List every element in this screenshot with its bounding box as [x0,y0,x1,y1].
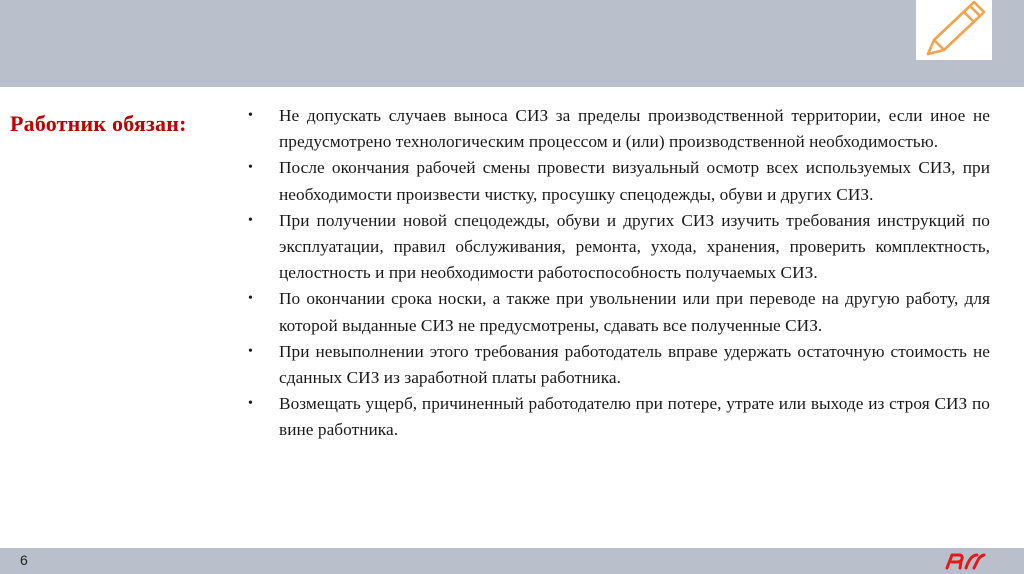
page-number: 6 [20,552,28,568]
bullet-item [248,391,990,443]
bullet-dot: • [248,160,253,176]
top-band [0,0,1024,87]
page-heading: Работник обязан: [10,111,187,136]
bullet-item [248,208,990,287]
bullet-text: Возмещать ущерб, причиненный работодателю при потере, утрате или выходе из строя СИЗ по вине работника. [279,394,990,440]
bullet-dot: • [248,343,253,359]
bullet-text: При невыполнении этого требования работодатель вправе удержать остаточную стоимость не сданных СИЗ из заработной платы работника. [279,341,990,388]
pencil-icon [920,0,988,60]
bullet-item [248,103,990,155]
bullet-text: По окончании срока носки, а также при увольнении или при переводе на другую работу, для которой выданные СИЗ не предусмотрены, сдавать все полученные СИЗ. [279,289,990,335]
bullet-text: После окончания рабочей смены провести визуальный осмотр всех используемых СИЗ, при необходимости произвести чистку, просушку спецодежды, обуви и других СИЗ. [279,158,990,204]
bullet-item [248,286,990,338]
bottom-band [0,548,1024,574]
pencil-icon-box [916,0,992,60]
rzd-logo [944,552,986,570]
bullet-dot: • [248,108,253,123]
bullet-item [248,339,990,391]
bullet-list [248,103,990,444]
bullet-dot: • [248,212,253,228]
bullet-text: При получении новой спецодежды, обуви и других СИЗ изучить требования инструкций по эксплуатации, правил обслуживания, ремонта, ухода, хранения, проверить комплектность, целостность и при необходимости работоспособность получаемых СИЗ. [279,210,990,283]
bullet-text: Не допускать случаев выноса СИЗ за пределы производственной территории, если иное не предусмотрено технологическим процессом и (или) производственной необходимостью. [279,106,990,152]
bullet-item [248,155,990,207]
bullet-dot: • [248,291,253,307]
bullet-dot: • [248,396,253,412]
